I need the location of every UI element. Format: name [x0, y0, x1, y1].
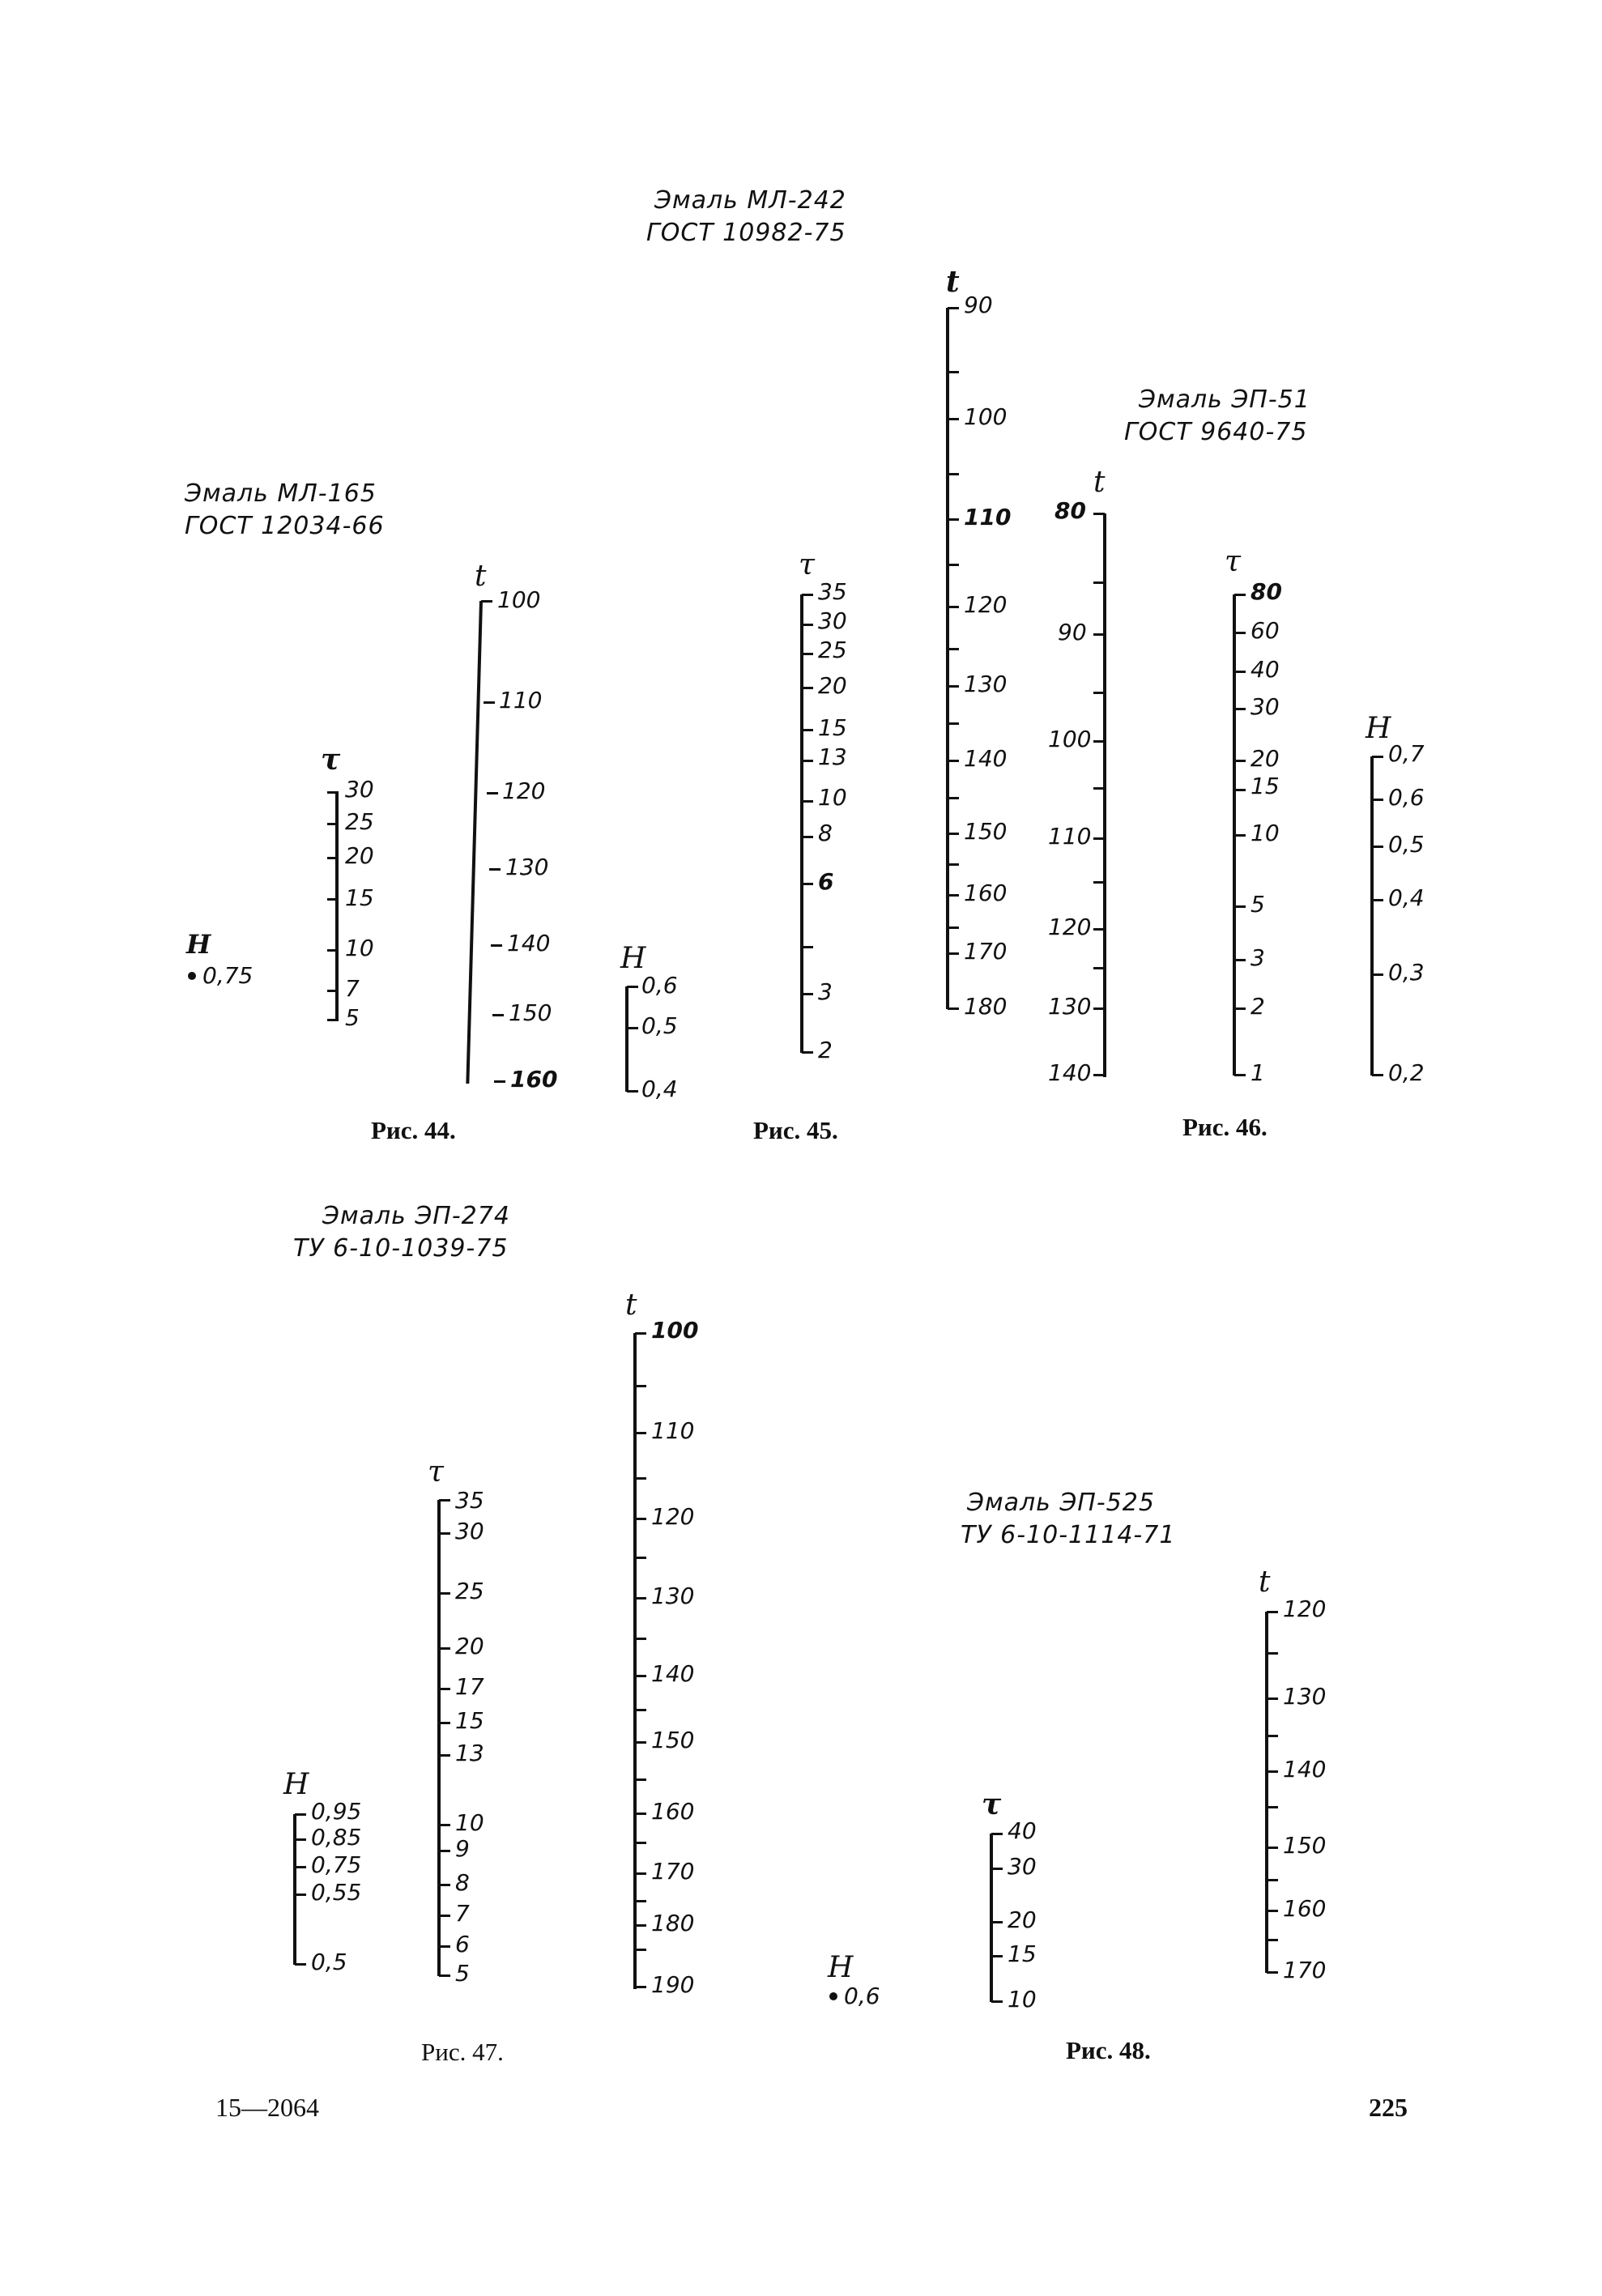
fig45-t-tick	[948, 606, 959, 608]
fig44-h-tick	[627, 986, 638, 988]
fig44-t-tick-label: 160	[510, 1066, 558, 1093]
fig47-h-axis	[293, 1814, 296, 1965]
fig45-t-tick	[948, 1007, 959, 1010]
fig44-tau-tick-label: 10	[345, 935, 374, 961]
fig45-t-tick	[948, 722, 959, 725]
fig46-t-label: t	[1093, 466, 1106, 499]
fig48-title-line-1: Эмаль ЭП-525	[967, 1489, 1155, 1517]
fig48-tau-tick	[991, 1955, 1003, 1957]
fig46-tau-tick	[1234, 708, 1246, 710]
fig45-tau-tick	[802, 729, 813, 731]
fig46-t-tick-label: 80	[1055, 497, 1086, 524]
fig48-tau-tick-label: 20	[1008, 1906, 1037, 1933]
fig48-tau-tick	[991, 2000, 1003, 2003]
fig47-tau-tick-label: 20	[455, 1633, 484, 1659]
fig46-h-tick-label: 0,5	[1388, 831, 1425, 858]
fig44-tau-tick	[327, 857, 339, 859]
fig46-tau-tick-label: 3	[1250, 944, 1265, 971]
fig47-t-tick-label: 130	[651, 1582, 695, 1609]
fig45-tau-tick	[802, 624, 813, 626]
fig46-t-tick	[1093, 1007, 1105, 1010]
fig46-t-tick-label: 100	[1048, 726, 1092, 752]
fig48-t-tick-label: 140	[1283, 1756, 1327, 1783]
fig44-title-line-1: Эмаль МЛ-165	[185, 479, 377, 508]
fig46-tau-tick-label: 20	[1250, 745, 1280, 772]
fig47-t-tick	[635, 1518, 646, 1520]
fig46-t-tick	[1093, 740, 1105, 743]
fig44-tau-tick-label: 30	[345, 776, 374, 803]
fig47-caption: Рис. 47.	[421, 2038, 504, 2066]
fig44-t-axis	[466, 601, 483, 1084]
fig47-tau-tick-label: 10	[455, 1809, 484, 1836]
fig46-t-tick	[1093, 692, 1105, 694]
fig47-tau-tick-label: 13	[455, 1740, 484, 1766]
fig44-t-tick	[494, 1080, 505, 1083]
fig44-tau-tick-label: 25	[345, 808, 374, 835]
fig46-tau-tick-label: 2	[1250, 993, 1265, 1020]
fig45-tau-tick	[802, 836, 813, 838]
fig45-t-tick	[948, 952, 959, 955]
fig44-t-tick	[491, 944, 502, 947]
fig47-tau-tick	[439, 1884, 450, 1886]
fig47-tau-label: τ	[428, 1455, 444, 1489]
fig46-h-tick	[1372, 973, 1383, 976]
fig44-t-tick-label: 120	[502, 777, 546, 804]
fig47-tau-tick	[439, 1647, 450, 1650]
fig47-tau-tick	[439, 1592, 450, 1595]
fig47-t-tick	[635, 1432, 646, 1434]
fig48-tau-tick	[991, 1921, 1003, 1923]
fig48-t-tick-label: 170	[1283, 1957, 1327, 1983]
page-number: 225	[1369, 2093, 1408, 2122]
fig47-h-tick-label: 0,75	[311, 1851, 362, 1878]
fig48-t-tick	[1267, 1971, 1278, 1974]
fig46-tau-tick-label: 80	[1250, 578, 1282, 605]
fig46-h-tick	[1372, 899, 1383, 901]
fig47-t-tick-label: 180	[651, 1910, 695, 1936]
fig47-tau-tick	[439, 1945, 450, 1948]
fig46-tau-tick	[1234, 594, 1246, 596]
fig44-h-tick-label: 0,4	[641, 1076, 678, 1102]
fig46-t-tick	[1093, 967, 1105, 969]
fig47-tau-tick	[439, 1688, 450, 1690]
fig45-t-tick	[948, 473, 959, 475]
fig44-tau-tick	[327, 791, 339, 794]
fig45-t-tick-label: 90	[964, 292, 993, 318]
fig44-t-tick-label: 140	[507, 930, 551, 956]
fig47-t-tick	[635, 1675, 646, 1677]
fig47-t-tick	[635, 1813, 646, 1815]
fig48-t-tick	[1267, 1611, 1278, 1613]
fig44-tau-tick	[327, 1019, 339, 1021]
fig47-t-tick	[635, 1986, 646, 1988]
fig46-tau-tick	[1234, 671, 1246, 673]
fig47-t-tick	[635, 1597, 646, 1600]
fig44-tau-axis	[335, 792, 339, 1020]
fig45-t-tick	[948, 371, 959, 373]
fig48-title	[961, 1487, 1175, 1552]
fig48-title-line-2: ТУ 6-10-1114-71	[961, 1521, 1176, 1549]
fig45-t-tick	[948, 648, 959, 650]
fig45-t-tick-label: 170	[964, 938, 1008, 965]
fig47-t-tick	[635, 1924, 646, 1927]
fig46-tau-tick	[1234, 632, 1246, 634]
fig44-tau-tick-label: 20	[345, 842, 374, 869]
fig45-t-tick-label: 120	[964, 591, 1008, 618]
fig46-title-line-1: Эмаль ЭП-51	[1139, 386, 1310, 414]
fig48-point-label: H	[828, 1951, 854, 1984]
fig44-h-tick-label: 0,6	[641, 972, 678, 999]
fig47-tau-tick	[439, 1754, 450, 1757]
fig48-tau-tick	[991, 1833, 1003, 1835]
fig45-t-tick-label: 130	[964, 671, 1008, 697]
fig46-tau-tick	[1234, 789, 1246, 791]
fig45-t-tick	[948, 307, 959, 309]
fig48-tau-tick-label: 10	[1008, 1986, 1037, 2013]
fig45-title-line-2: ГОСТ 10982-75	[646, 219, 846, 247]
fig46-h-axis	[1370, 756, 1374, 1076]
fig47-t-tick-label: 150	[651, 1727, 695, 1753]
fig47-t-tick	[635, 1385, 646, 1387]
fig44-t-tick	[481, 600, 492, 603]
fig47-tau-tick	[439, 1499, 450, 1502]
fig46-tau-tick-label: 30	[1250, 693, 1280, 720]
fig46-h-tick-label: 0,3	[1388, 959, 1425, 986]
fig46-h-tick-label: 0,7	[1388, 740, 1425, 767]
fig46-t-tick	[1093, 581, 1105, 584]
fig45-tau-tick	[802, 883, 813, 885]
fig48-t-tick	[1267, 1910, 1278, 1912]
fig48-tau-axis	[990, 1834, 993, 2002]
fig45-tau-tick-label: 30	[818, 607, 847, 634]
fig47-t-tick	[635, 1477, 646, 1480]
fig44-t-tick-label: 110	[499, 687, 543, 714]
fig45-tau-tick-label: 10	[818, 784, 847, 811]
fig46-t-tick	[1093, 633, 1105, 636]
fig45-tau-label: τ	[799, 548, 815, 581]
fig46-t-tick-label: 130	[1048, 993, 1092, 1020]
fig47-t-tick-label: 190	[651, 1971, 695, 1998]
fig46-tau-tick-label: 40	[1250, 656, 1280, 683]
fig47-t-tick	[635, 1332, 646, 1335]
fig47-title	[293, 1200, 510, 1265]
fig45-tau-tick-label: 2	[818, 1037, 833, 1063]
fig44-t-tick	[484, 701, 495, 704]
fig44-t-tick-label: 150	[509, 999, 552, 1026]
fig47-h-tick-label: 0,55	[311, 1879, 362, 1906]
fig47-tau-tick-label: 30	[455, 1518, 484, 1544]
fig46-t-tick	[1093, 837, 1105, 840]
fig47-tau-tick	[439, 1850, 450, 1852]
fig45-caption: Рис. 45.	[753, 1116, 838, 1144]
fig47-tau-tick	[439, 1824, 450, 1826]
fig47-tau-tick-label: 25	[455, 1578, 484, 1604]
fig45-t-tick	[948, 418, 959, 420]
fig48-t-tick	[1267, 1698, 1278, 1700]
fig48-t-tick	[1267, 1770, 1278, 1773]
fig47-t-tick	[635, 1872, 646, 1875]
fig47-h-tick-label: 0,5	[311, 1949, 347, 1975]
fig45-tau-tick-label: 35	[818, 578, 847, 605]
fig47-tau-tick-label: 9	[455, 1835, 470, 1862]
fig44-t-tick	[492, 1014, 504, 1016]
fig45-tau-tick	[802, 800, 813, 803]
fig45-title	[646, 185, 846, 249]
fig45-t-tick	[948, 863, 959, 866]
fig45-t-tick-label: 160	[964, 880, 1008, 906]
fig46-tau-tick-label: 15	[1250, 773, 1280, 799]
fig44-tau-tick-label: 15	[345, 884, 374, 911]
fig44-t-tick-label: 100	[497, 586, 541, 613]
fig45-t-tick	[948, 564, 959, 566]
fig45-tau-tick-label: 3	[818, 978, 833, 1005]
fig46-t-tick	[1093, 928, 1105, 931]
page-code: 15—2064	[215, 2093, 319, 2122]
fig46-t-tick	[1093, 787, 1105, 790]
fig48-t-tick	[1267, 1652, 1278, 1655]
fig47-tau-tick	[439, 1532, 450, 1535]
fig46-h-tick	[1372, 846, 1383, 848]
fig47-t-tick	[635, 1557, 646, 1559]
fig48-t-tick	[1267, 1806, 1278, 1808]
fig45-tau-tick-label: 15	[818, 714, 847, 741]
fig47-t-tick	[635, 1638, 646, 1640]
fig44-h-axis	[625, 986, 628, 1092]
fig46-tau-tick	[1234, 1074, 1246, 1076]
fig45-t-tick	[948, 894, 959, 897]
fig46-tau-label: τ	[1225, 545, 1241, 578]
fig48-t-tick	[1267, 1847, 1278, 1849]
fig45-title-line-1: Эмаль МЛ-242	[654, 186, 846, 215]
fig46-t-axis	[1103, 513, 1106, 1077]
fig45-tau-tick	[802, 1051, 813, 1054]
fig47-t-tick	[635, 1900, 646, 1902]
fig44-tau-tick-label: 5	[345, 1004, 360, 1031]
fig46-t-tick	[1093, 1074, 1105, 1076]
fig47-tau-tick-label: 7	[455, 1900, 470, 1927]
fig47-tau-axis	[437, 1500, 441, 1976]
fig44-h-label: H	[620, 942, 646, 975]
fig47-tau-tick	[439, 1915, 450, 1917]
fig47-tau-tick	[439, 1974, 450, 1977]
fig47-t-tick-label: 160	[651, 1798, 695, 1825]
fig47-h-label: H	[283, 1768, 309, 1801]
fig48-tau-tick-label: 40	[1008, 1817, 1037, 1844]
fig47-t-tick-label: 100	[651, 1317, 699, 1344]
fig45-t-tick	[948, 797, 959, 799]
fig47-t-tick-label: 120	[651, 1503, 695, 1530]
fig47-t-tick	[635, 1949, 646, 1951]
fig45-t-tick-label: 110	[964, 504, 1012, 530]
fig47-h-tick	[295, 1838, 306, 1841]
fig45-tau-tick	[802, 594, 813, 596]
fig47-title-line-2: ТУ 6-10-1039-75	[293, 1234, 509, 1263]
fig46-tau-tick	[1234, 760, 1246, 762]
fig47-t-label: t	[625, 1289, 637, 1322]
fig45-tau-tick	[802, 653, 813, 655]
fig44-tau-label: τ	[321, 743, 341, 777]
fig45-t-label: t	[946, 265, 960, 299]
fig44-point-label: H	[186, 929, 211, 960]
fig46-t-tick-label: 120	[1048, 914, 1092, 940]
fig45-t-tick-label: 100	[964, 403, 1008, 430]
fig46-t-tick-label: 90	[1058, 619, 1087, 645]
fig45-tau-tick	[802, 946, 813, 948]
fig47-t-tick	[635, 1709, 646, 1711]
fig44-t-tick	[487, 792, 498, 794]
fig46-h-label: H	[1366, 712, 1391, 745]
fig47-t-tick	[635, 1741, 646, 1744]
fig45-tau-tick-label: 20	[818, 672, 847, 699]
fig44-tau-tick	[327, 823, 339, 825]
fig47-h-tick	[295, 1813, 306, 1816]
fig47-t-tick-label: 110	[651, 1417, 695, 1444]
fig46-tau-tick-label: 10	[1250, 820, 1280, 846]
fig45-tau-tick	[802, 993, 813, 995]
fig46-tau-tick	[1234, 959, 1246, 961]
fig47-title-line-1: Эмаль ЭП-274	[322, 1202, 510, 1230]
fig44-t-tick	[489, 868, 501, 871]
fig47-tau-tick-label: 35	[455, 1487, 484, 1514]
fig48-tau-tick	[991, 1868, 1003, 1870]
fig48-t-axis	[1265, 1612, 1268, 1973]
fig45-tau-tick	[802, 760, 813, 762]
fig44-caption: Рис. 44.	[371, 1116, 456, 1144]
fig47-tau-tick-label: 5	[455, 1960, 470, 1987]
fig45-tau-tick-label: 25	[818, 637, 847, 663]
fig46-h-tick	[1372, 1074, 1383, 1076]
fig47-t-tick	[635, 1778, 646, 1781]
fig47-t-tick-label: 140	[651, 1660, 695, 1687]
fig48-tau-tick-label: 15	[1008, 1940, 1037, 1967]
fig45-t-tick-label: 140	[964, 745, 1008, 772]
fig47-tau-tick-label: 17	[455, 1673, 484, 1700]
fig45-t-tick	[948, 760, 959, 762]
fig44-h-tick	[627, 1090, 638, 1093]
fig45-tau-tick-label: 8	[818, 820, 833, 846]
fig46-t-tick	[1093, 881, 1105, 884]
fig46-t-tick-label: 110	[1048, 823, 1092, 850]
fig46-h-tick-label: 0,4	[1388, 884, 1425, 911]
fig44-tau-tick	[327, 949, 339, 952]
fig46-tau-tick-label: 1	[1250, 1059, 1265, 1086]
fig44-tau-tick-label: 7	[345, 975, 360, 1002]
fig47-t-tick	[635, 1842, 646, 1844]
fig47-tau-tick	[439, 1722, 450, 1724]
fig44-h-tick-label: 0,5	[641, 1012, 678, 1039]
fig47-h-tick	[295, 1893, 306, 1896]
fig47-h-tick	[295, 1866, 306, 1868]
fig48-t-tick	[1267, 1939, 1278, 1941]
fig46-h-tick	[1372, 799, 1383, 801]
fig48-caption: Рис. 48.	[1066, 2036, 1151, 2064]
fig46-t-tick	[1093, 513, 1105, 515]
fig47-tau-tick-label: 6	[455, 1931, 470, 1957]
fig46-h-tick	[1372, 756, 1383, 758]
fig46-tau-tick-label: 60	[1250, 617, 1280, 644]
fig44-point-dot	[188, 972, 196, 980]
fig45-t-axis	[946, 308, 949, 1009]
fig48-t-tick	[1267, 1735, 1278, 1737]
fig44-point-value: 0,75	[202, 962, 254, 989]
fig45-tau-tick	[802, 687, 813, 689]
fig45-t-tick-label: 150	[964, 818, 1008, 845]
fig48-tau-label: τ	[982, 1787, 1002, 1821]
fig45-t-tick-label: 180	[964, 993, 1008, 1020]
fig47-h-tick-label: 0,85	[311, 1824, 362, 1851]
fig47-t-tick-label: 170	[651, 1858, 695, 1885]
fig45-t-tick	[948, 926, 959, 929]
fig45-tau-tick-label: 6	[818, 868, 834, 895]
fig48-t-tick-label: 150	[1283, 1832, 1327, 1859]
fig44-t-tick-label: 130	[505, 854, 549, 880]
fig48-point-dot	[829, 1992, 837, 2000]
fig44-t-label: t	[475, 560, 487, 593]
fig46-tau-tick	[1234, 1007, 1246, 1010]
fig46-tau-tick-label: 5	[1250, 891, 1265, 918]
fig44-tau-tick	[327, 990, 339, 992]
fig48-t-tick-label: 130	[1283, 1683, 1327, 1710]
fig48-point-value: 0,6	[844, 1983, 880, 2009]
fig46-tau-tick	[1234, 834, 1246, 837]
fig46-h-tick-label: 0,6	[1388, 784, 1425, 811]
fig48-t-tick-label: 160	[1283, 1895, 1327, 1922]
fig44-title	[185, 478, 385, 543]
fig46-caption: Рис. 46.	[1182, 1113, 1268, 1141]
fig45-t-tick	[948, 833, 959, 835]
fig46-title-line-2: ГОСТ 9640-75	[1124, 418, 1308, 446]
fig46-tau-tick	[1234, 905, 1246, 908]
fig46-title	[1124, 384, 1310, 449]
fig47-tau-tick-label: 15	[455, 1707, 484, 1734]
fig47-tau-tick-label: 8	[455, 1869, 470, 1896]
fig45-tau-tick-label: 13	[818, 743, 847, 770]
fig48-t-tick-label: 120	[1283, 1595, 1327, 1622]
fig44-title-line-2: ГОСТ 12034-66	[185, 512, 385, 540]
fig47-h-tick	[295, 1963, 306, 1966]
fig46-t-tick-label: 140	[1048, 1059, 1092, 1086]
fig48-tau-tick-label: 30	[1008, 1853, 1037, 1880]
fig48-t-tick	[1267, 1879, 1278, 1881]
fig45-t-tick	[948, 685, 959, 688]
fig47-h-tick-label: 0,95	[311, 1798, 362, 1825]
fig44-h-tick	[627, 1027, 638, 1029]
fig45-t-tick	[948, 518, 959, 521]
fig48-t-label: t	[1259, 1565, 1271, 1599]
fig44-tau-tick	[327, 898, 339, 901]
fig46-h-tick-label: 0,2	[1388, 1059, 1425, 1086]
fig45-tau-axis	[800, 594, 803, 1053]
